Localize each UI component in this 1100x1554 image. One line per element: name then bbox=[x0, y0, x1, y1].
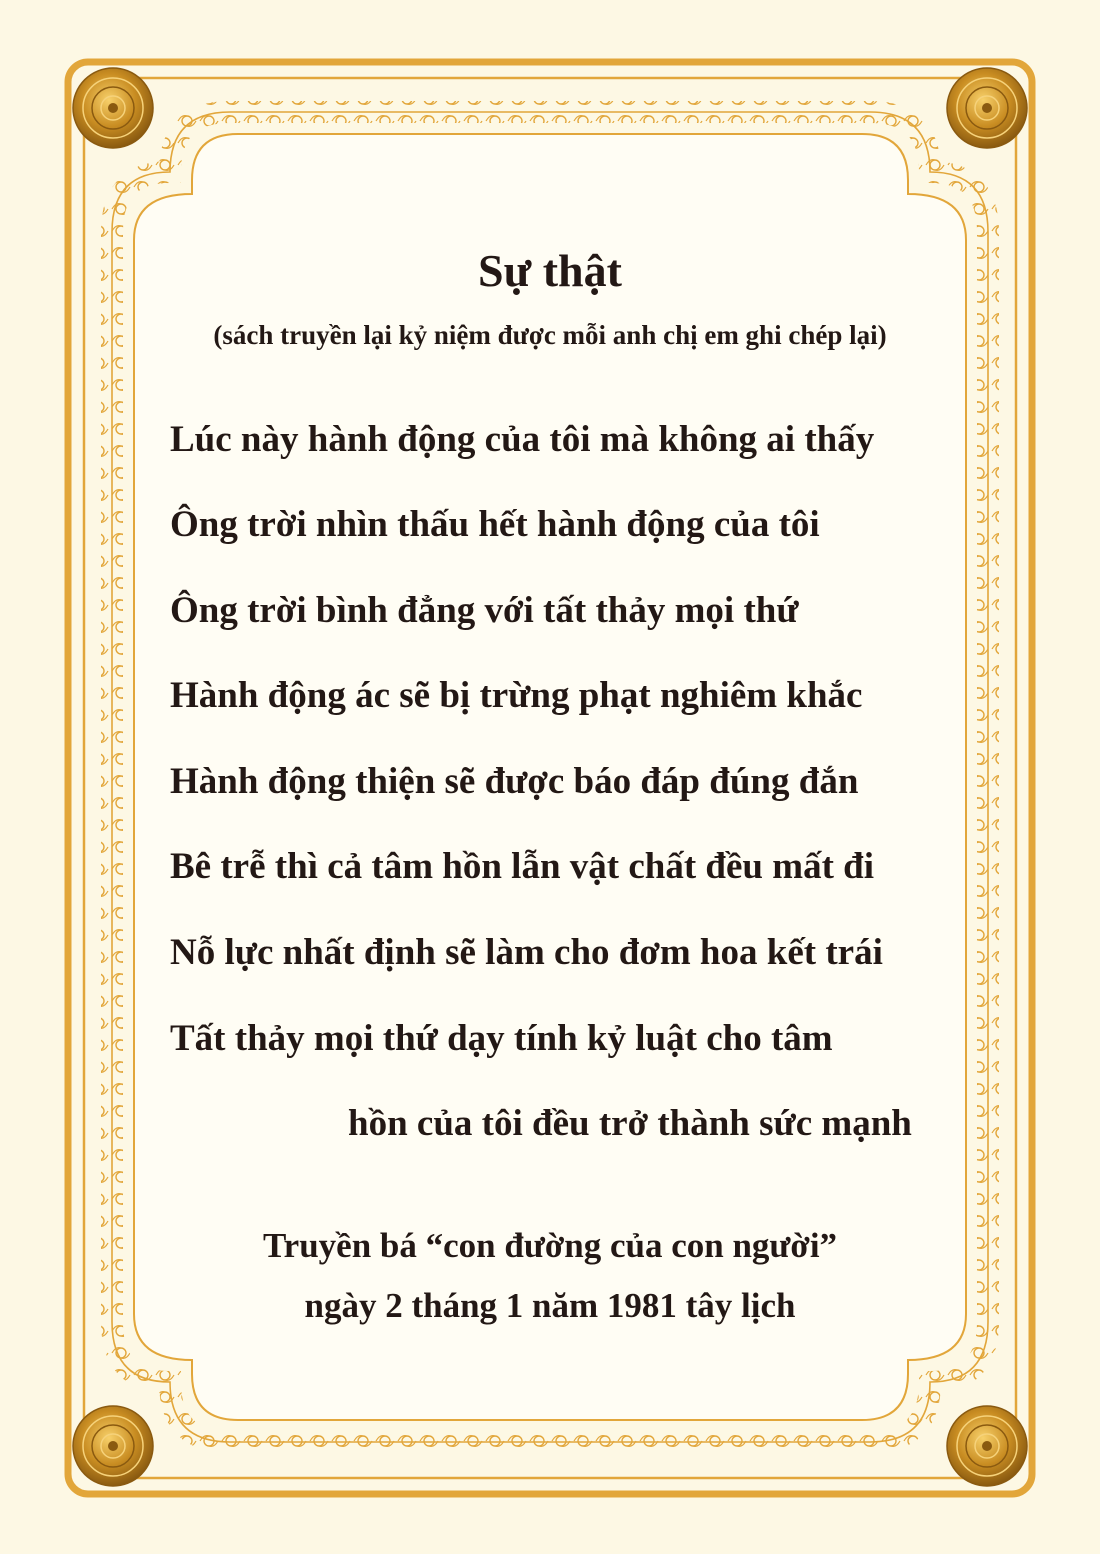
poem-line-9: hồn của tôi đều trở thành sức mạnh bbox=[348, 1103, 912, 1144]
document-subtitle: (sách truyền lại kỷ niệm được mỗi anh chị em ghi chép lại) bbox=[213, 320, 887, 350]
poem-line-6: Bê trễ thì cả tâm hồn lẫn vật chất đều mất đi bbox=[170, 846, 874, 887]
footer-line-1: Truyền bá “con đường của con người” bbox=[262, 1226, 838, 1265]
poem-line-8: Tất thảy mọi thứ dạy tính kỷ luật cho tâm bbox=[170, 1018, 833, 1059]
poem-line-5: Hành động thiện sẽ được báo đáp đúng đắn bbox=[170, 761, 859, 802]
poem-line-4: Hành động ác sẽ bị trừng phạt nghiêm khắc bbox=[170, 675, 863, 716]
poem-line-7: Nỗ lực nhất định sẽ làm cho đơm hoa kết trái bbox=[170, 932, 883, 973]
document-title: Sự thật bbox=[478, 245, 622, 296]
poem-line-1: Lúc này hành động của tôi mà không ai thấy bbox=[170, 419, 875, 460]
poem-line-2: Ông trời nhìn thấu hết hành động của tôi bbox=[170, 504, 820, 545]
footer-line-2: ngày 2 tháng 1 năm 1981 tây lịch bbox=[304, 1286, 796, 1325]
poem-line-3: Ông trời bình đẳng với tất thảy mọi thứ bbox=[170, 590, 799, 631]
